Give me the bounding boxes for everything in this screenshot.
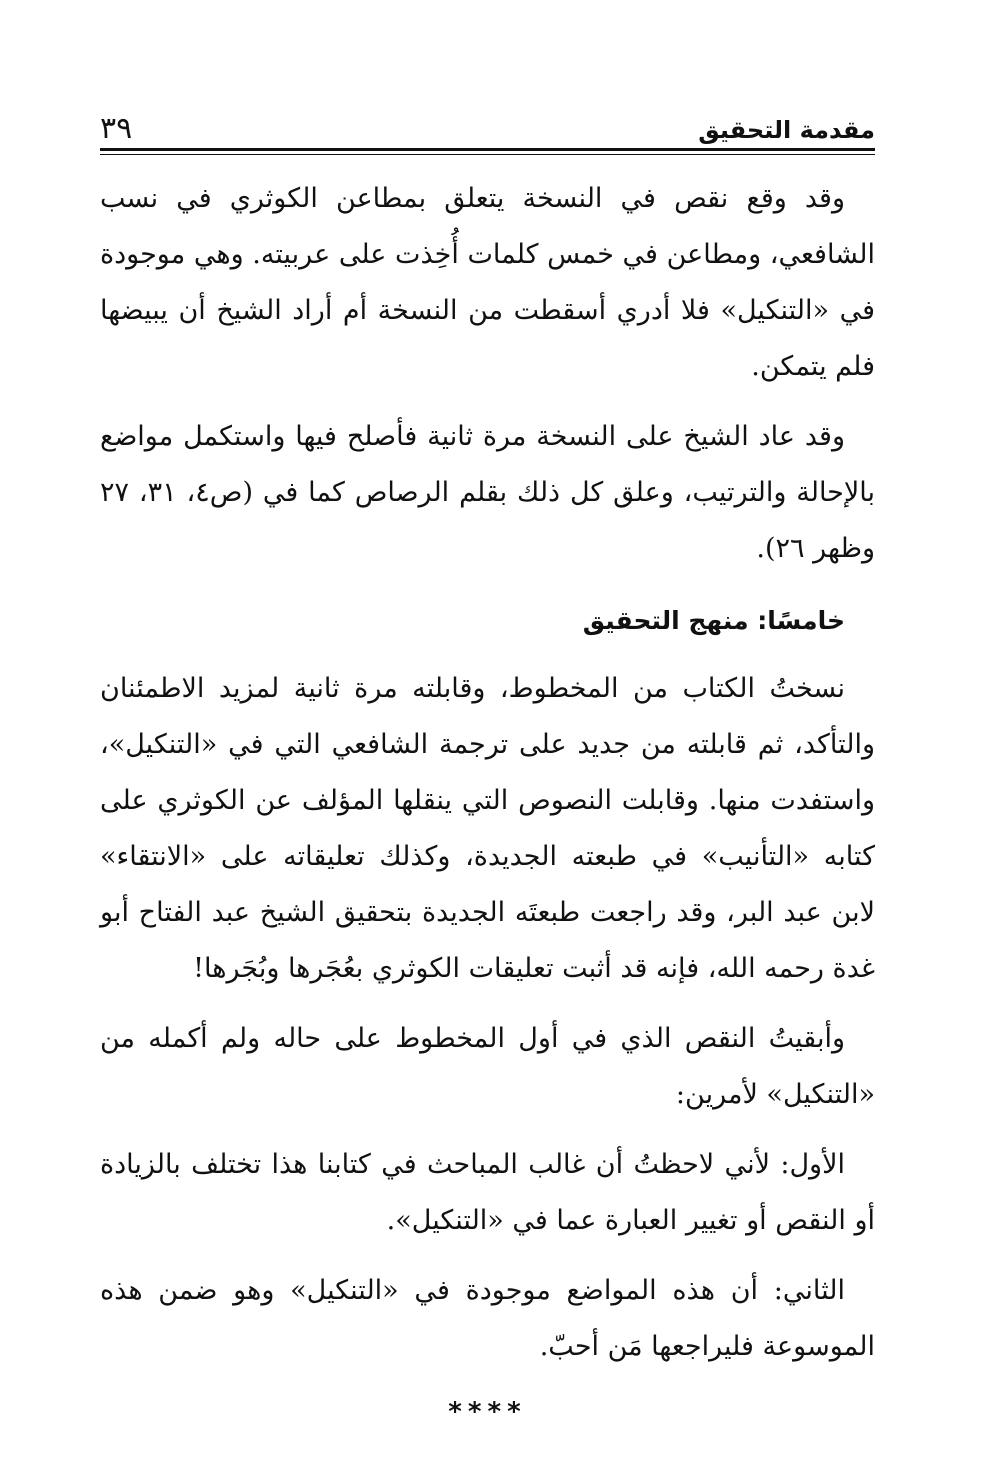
page-header — [100, 100, 875, 146]
header-rule-thick — [100, 148, 875, 151]
paragraph-method: نسختُ الكتاب من المخطوط، وقابلته مرة ثانية لمزيد الاطمئنان والتأكد، ثم قابلته من جديد على ترجمة الشافعي التي في «التنكيل»، واستفدت منها. وقابلت النصوص التي ينقلها المؤلف عن الكوثري على كتابه «التأنيب» في طبعته الجديدة، وكذلك تعليقاته على «الانتقاء» لابن عبد البر، وقد راجعت طبعتَه الجديدة بتحقيق الشيخ عبد الفتاح أبو غدة رحمه الله، فإنه قد أثبت تعليقات الكوثري بعُجَرها وبُجَرها! — [100, 673, 875, 984]
body-text — [100, 171, 875, 1427]
paragraph-revision: وقد عاد الشيخ على النسخة مرة ثانية فأصلح فيها واستكمل مواضع بالإحالة والترتيب، وعلق كل ذلك بقلم الرصاص كما في (ص٤، ٣١، ٢٧ وظهر ٢٦). — [100, 421, 876, 564]
section-separator: **** — [448, 1397, 527, 1427]
paragraph-reason-one: الأول: لأني لاحظتُ أن غالب المباحث في كتابنا هذا تختلف بالزيادة أو النقص أو تغيير العبارة عما في «التنكيل». — [100, 1149, 875, 1236]
paragraph-reason-two: الثاني: أن هذه المواضع موجودة في «التنكيل» وهو ضمن هذه الموسوعة فليراجعها مَن أحبّ. — [100, 1275, 875, 1362]
header-rule-thin — [100, 154, 875, 155]
paragraph-missing-part: وأبقيتُ النقص الذي في أول المخطوط على حاله ولم أكمله من «التنكيل» لأمرين: — [100, 1023, 875, 1110]
running-head-title: مقدمة التحقيق — [698, 116, 875, 144]
page-number: ٣٩ — [100, 111, 133, 146]
book-page — [100, 100, 876, 1427]
section-heading: خامسًا: منهج التحقيق — [582, 606, 845, 635]
paragraph-missing-text: وقد وقع نقص في النسخة يتعلق بمطاعن الكوثري في نسب الشافعي، ومطاعن في خمس كلمات أُخِذت على عربيته. وهي موجودة في «التنكيل» فلا أدري أسقطت من النسخة أم أراد الشيخ أن يبيضها فلم يتمكن. — [100, 183, 875, 382]
